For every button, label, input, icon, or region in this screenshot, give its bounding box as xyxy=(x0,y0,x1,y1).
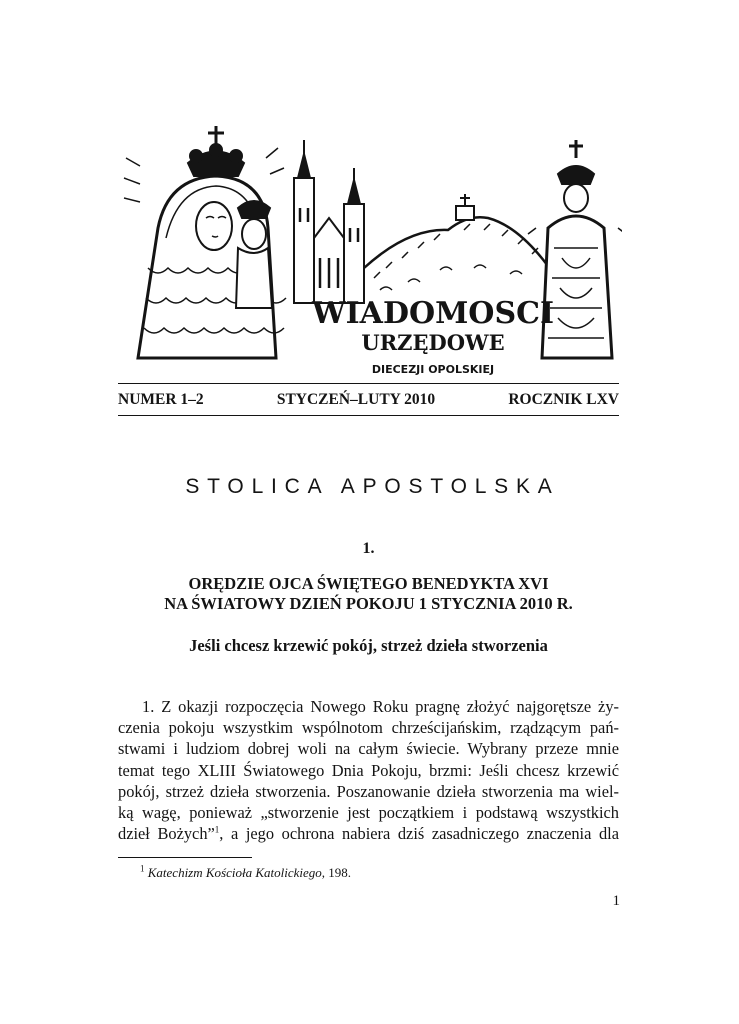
issue-volume: ROCZNIK LXV xyxy=(508,390,619,408)
body-line: stwami i ludziom dobrej woli na całym świecie. Wybrany przeze mnie xyxy=(118,739,619,759)
body-paragraph xyxy=(118,696,619,844)
church-icon xyxy=(294,140,364,303)
body-line-part: dzieł Bożych” xyxy=(118,824,215,844)
footnote-divider xyxy=(118,857,252,858)
page-number: 1 xyxy=(612,893,620,909)
issue-info-bar xyxy=(118,383,619,416)
document-subtitle: Jeśli chcesz krzewić pokój, strzeż dzieła stworzenia xyxy=(189,636,548,655)
madonna-icon xyxy=(124,126,286,358)
body-line: czenia pokoju wszystkim wspólnotom chrześcijańskim, rządzącym pań- xyxy=(118,718,619,738)
masthead-subtitle: URZĘDOWE xyxy=(361,330,505,355)
hill-icon xyxy=(364,194,548,290)
issue-number: NUMER 1–2 xyxy=(118,390,204,408)
document-title-line-1: ORĘDZIE OJCA ŚWIĘTEGO BENEDYKTA XVI xyxy=(188,574,549,593)
masthead-illustration xyxy=(118,118,622,380)
body-line-part: , a jego ochrona nabiera dziś zasadniczego znaczenia dla xyxy=(219,824,620,844)
document-title-line-2: NA ŚWIATOWY DZIEŃ POKOJU 1 STYCZNIA 2010 R. xyxy=(164,594,573,613)
body-line: temat tego XLIII Światowego Dnia Pokoju, brzmi: Jeśli chcesz krzewić xyxy=(118,760,619,780)
footnote-reference[interactable]: 1 xyxy=(214,824,220,835)
masthead-title: WIADOMOSCI xyxy=(311,296,555,331)
body-line: ką wagę, ponieważ „stworzenie jest początkiem i podstawą wszystkich xyxy=(118,803,619,823)
body-line: 1. Z okazji rozpoczęcia Nowego Roku pragnę złożyć najgorętsze ży- xyxy=(142,697,619,716)
body-line-with-footnote xyxy=(118,823,619,844)
masthead-diocese: DIECEZJI OPOLSKIEJ xyxy=(371,363,495,376)
document-title xyxy=(118,574,619,614)
section-title: STOLICA APOSTOLSKA xyxy=(185,475,560,498)
footnote xyxy=(140,865,351,881)
body-line: pokój, strzeż dzieła stworzenia. Poszanowanie dzieła stworzenia ma wiel- xyxy=(118,781,619,801)
footnote-rest: , 198. xyxy=(321,865,352,880)
footnote-marker: 1 xyxy=(140,863,145,874)
footnote-title: Katechizm Kościoła Katolickiego xyxy=(147,865,322,880)
issue-date: STYCZEŃ–LUTY 2010 xyxy=(276,390,436,408)
document-number: 1. xyxy=(362,540,375,557)
